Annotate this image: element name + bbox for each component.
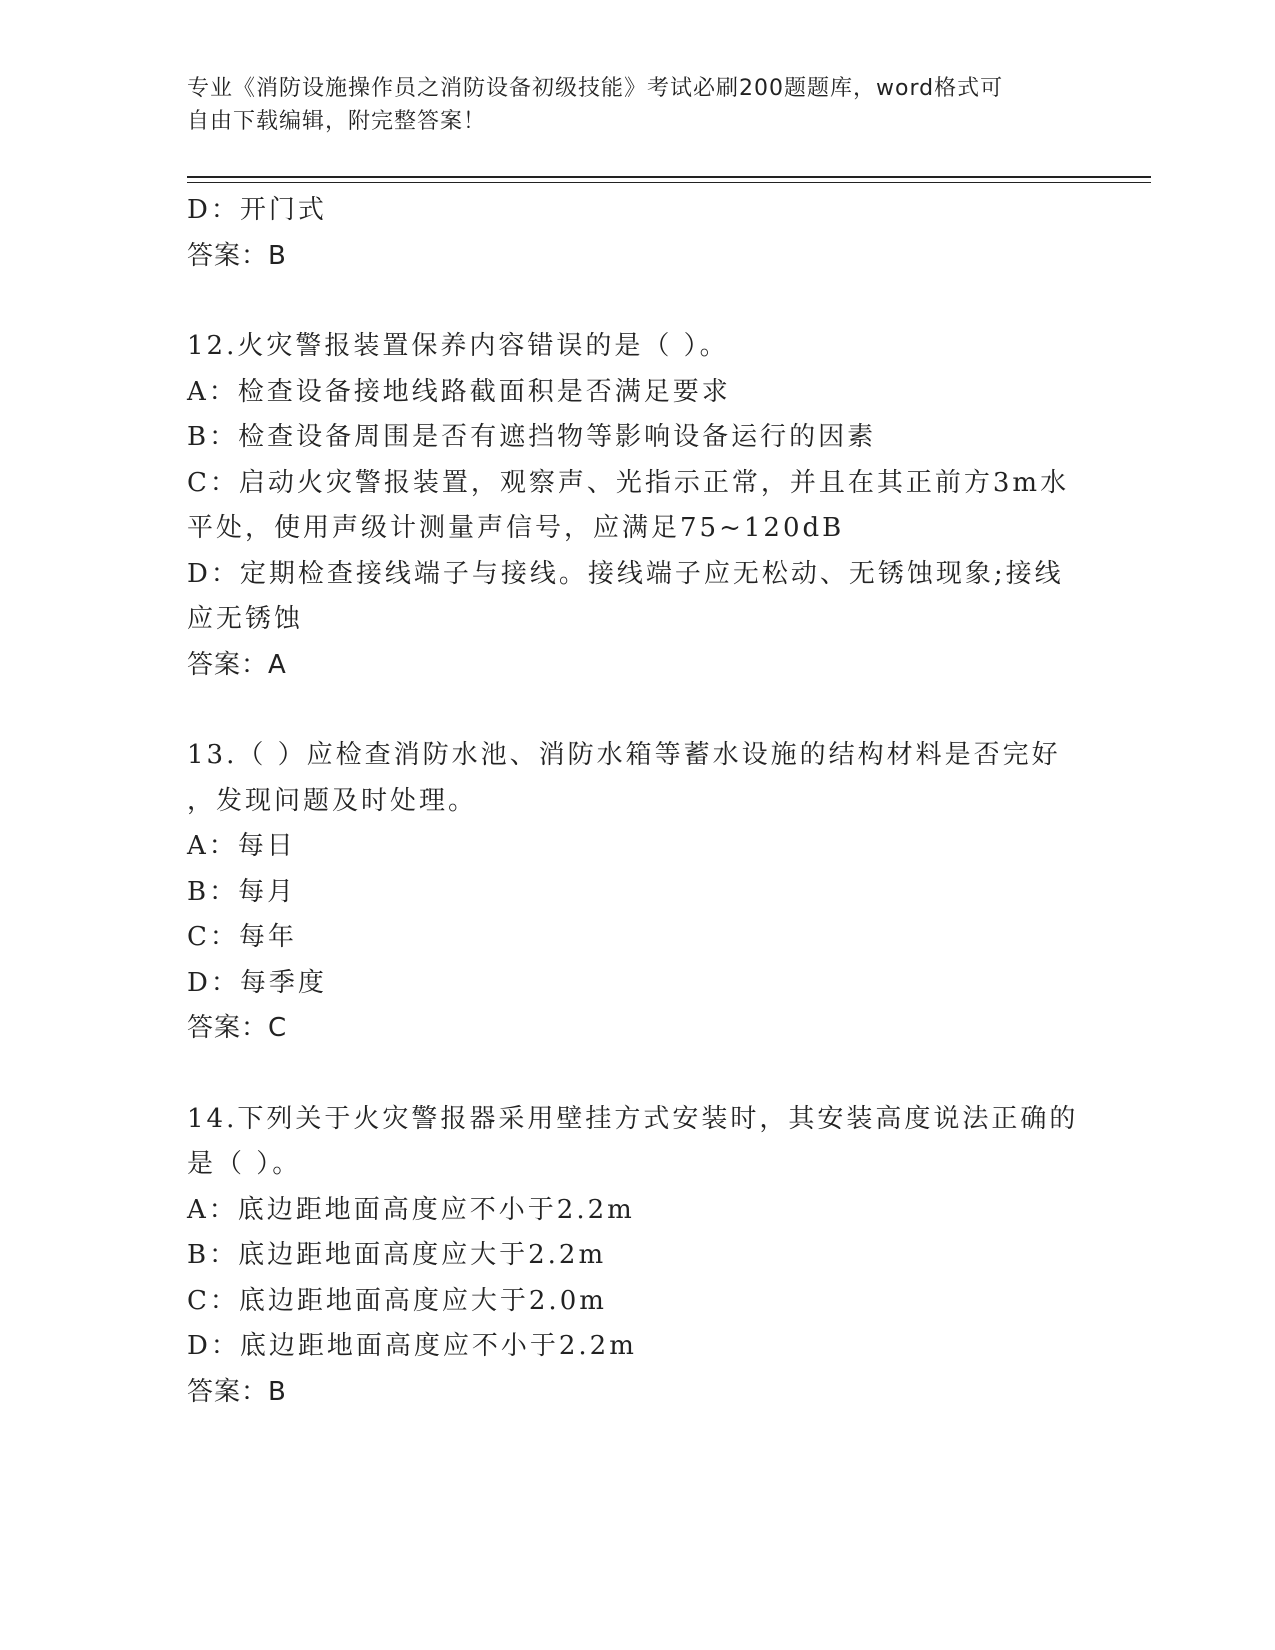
prev-answer: 答案：B [187, 240, 287, 271]
header-line-2: 自由下载编辑，附完整答案！ [187, 109, 487, 134]
question-14-option-d: D：底边距地面高度应不小于2.2m [187, 1331, 637, 1361]
question-13-answer: 答案：C [187, 1013, 288, 1043]
question-14-option-c: C：底边距地面高度应大于2.0m [187, 1285, 607, 1316]
document-header [187, 72, 1077, 138]
question-13-stem: 13.（ ）应检查消防水池、消防水箱等蓄水设施的结构材料是否完好 [187, 740, 1061, 770]
spacer [187, 1052, 1087, 1097]
question-14-stem-cont: 是（ ）。 [187, 1149, 302, 1179]
header-line-1: 专业《消防设施操作员之消防设备初级技能》考试必刷200题题库，word格式可 [187, 76, 1004, 101]
question-12-option-c-cont: 平处，使用声级计测量声信号，应满足75~120dB [187, 513, 845, 543]
question-13-option-b: B：每月 [187, 876, 297, 907]
header-rule-thick [187, 176, 1151, 178]
question-12-stem: 12.火灾警报装置保养内容错误的是（ ）。 [187, 331, 729, 361]
question-13-stem-cont: ，发现问题及时处理。 [187, 785, 478, 816]
spacer [187, 688, 1087, 733]
question-14-answer: 答案：B [187, 1376, 287, 1407]
spacer [187, 279, 1087, 324]
prev-option-d: D：开门式 [187, 195, 327, 225]
question-13-option-c: C：每年 [187, 922, 297, 952]
question-14-option-b: B：底边距地面高度应大于2.2m [187, 1240, 607, 1270]
question-12-option-d-cont: 应无锈蚀 [187, 604, 304, 634]
question-12-option-b: B：检查设备周围是否有遮挡物等影响设备运行的因素 [187, 422, 877, 452]
question-12-answer: 答案：A [187, 649, 287, 680]
question-14-option-a: A：底边距地面高度应不小于2.2m [187, 1194, 635, 1225]
question-12-option-a: A：检查设备接地线路截面积是否满足要求 [187, 376, 731, 407]
question-14-stem: 14.下列关于火灾警报器采用壁挂方式安装时，其安装高度说法正确的 [187, 1103, 1079, 1134]
question-content [187, 188, 1087, 1415]
question-13-option-a: A：每日 [187, 831, 296, 861]
question-13-option-d: D：每季度 [187, 967, 327, 998]
header-rule-thin [187, 182, 1151, 183]
question-12-option-d: D：定期检查接线端子与接线。接线端子应无松动、无锈蚀现象;接线 [187, 558, 1064, 589]
question-12-option-c: C：启动火灾警报装置，观察声、光指示正常，并且在其正前方3m水 [187, 467, 1070, 498]
